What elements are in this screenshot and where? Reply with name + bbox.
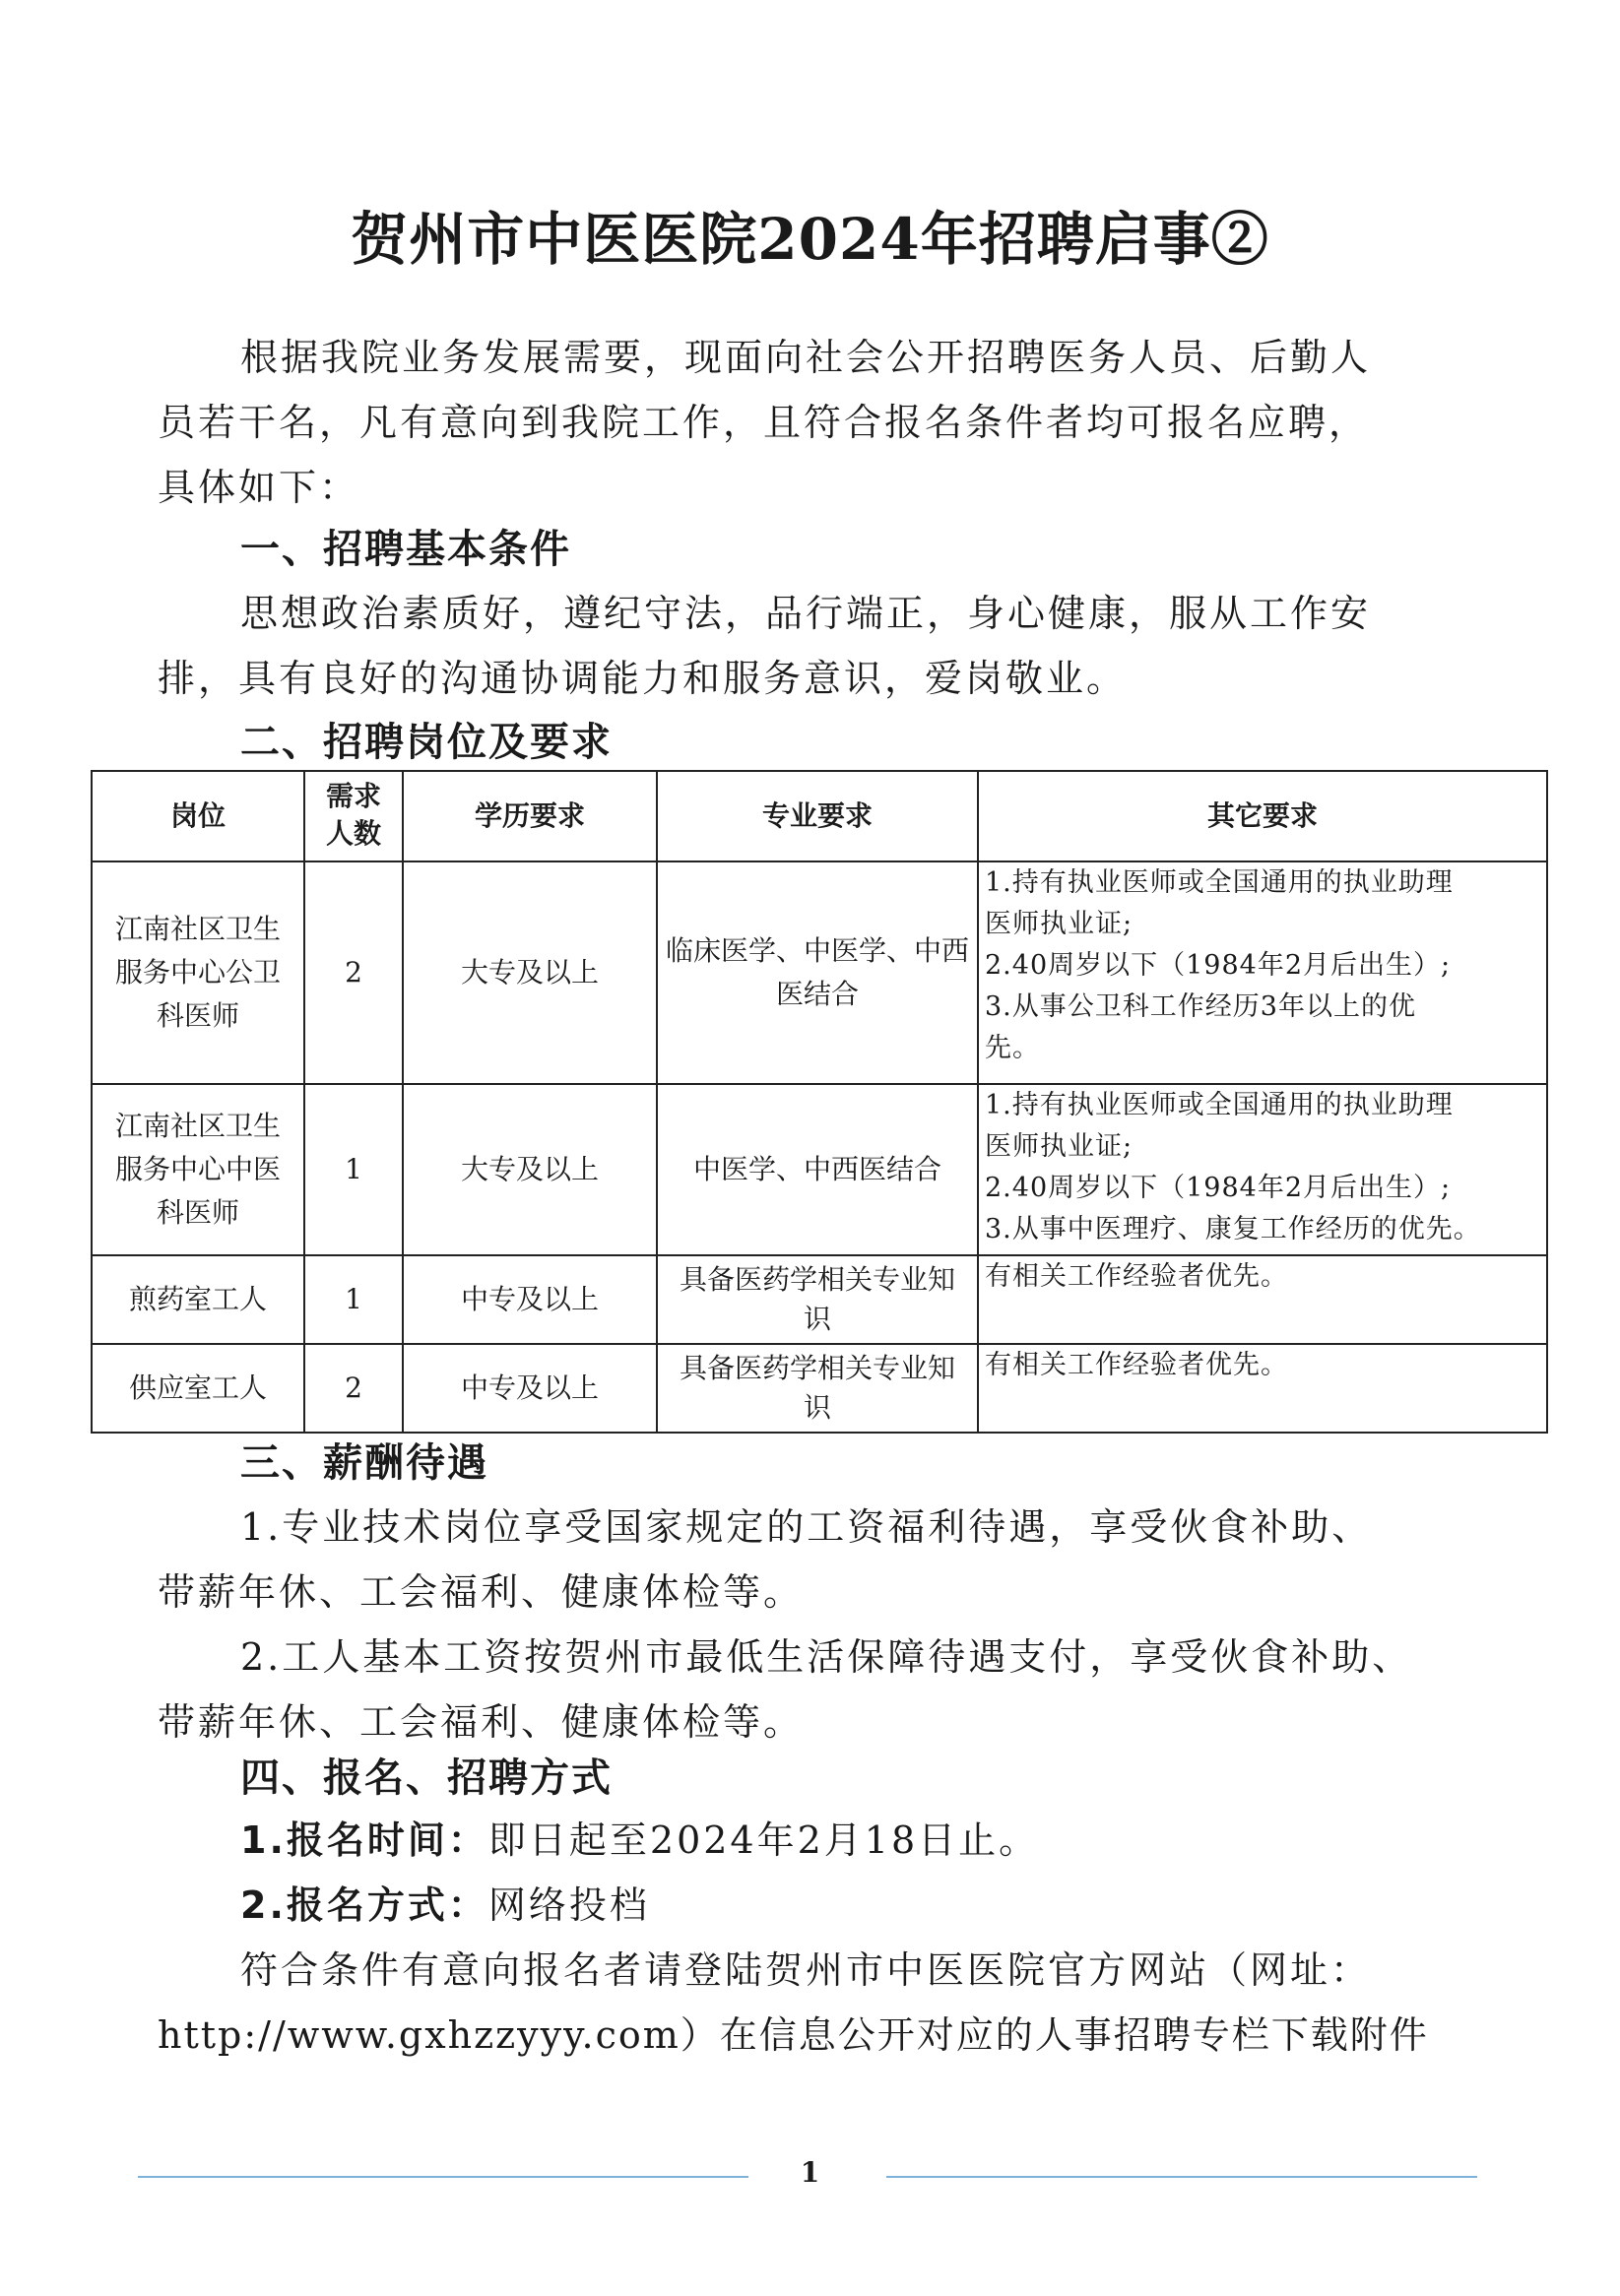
registration-method-value: 网络投档 [487, 1883, 650, 1927]
major-text: 具备医药学相关专业知识 [679, 1262, 955, 1335]
page-number: 1 [800, 2156, 820, 2189]
section4-line: 符合条件有意向报名者请登陆贺州市中医医院官方网站（网址： [240, 1948, 1372, 1992]
header-post: 岗位 [92, 771, 304, 861]
cell-post [92, 861, 304, 1084]
header-other: 其它要求 [978, 771, 1547, 861]
post-text: 江南社区卫生服务中心公卫科医师 [114, 913, 281, 1032]
cell-other [978, 1255, 1547, 1344]
registration-method [158, 1873, 1472, 1938]
intro-paragraph [158, 325, 1472, 520]
section3-body [158, 1495, 1472, 1754]
major-text: 具备医药学相关专业知识 [679, 1351, 955, 1424]
section4-body [158, 1808, 1472, 2068]
table-row [92, 1084, 1547, 1255]
section3-line: 带薪年休、工会福利、健康体检等。 [158, 1570, 805, 1614]
intro-line: 具体如下： [158, 466, 360, 509]
intro-line: 根据我院业务发展需要，现面向社会公开招聘医务人员、后勤人 [240, 336, 1372, 379]
cell-major: 中医学、中西医结合 [657, 1084, 978, 1255]
table-header-row [92, 771, 1547, 861]
header-major: 专业要求 [657, 771, 978, 861]
major-text: 临床医学、中医学、中西医结合 [665, 934, 969, 1010]
cell-major [657, 1255, 978, 1344]
section1-body [158, 581, 1472, 711]
other-line: 医师执业证; [985, 1131, 1134, 1162]
cell-edu: 大专及以上 [403, 861, 657, 1084]
section2-heading: 二、招聘岗位及要求 [240, 720, 613, 765]
other-line: 先。 [985, 1033, 1040, 1063]
section3-heading: 三、薪酬待遇 [240, 1440, 488, 1486]
cell-count: 2 [304, 1344, 403, 1433]
section4-heading: 四、报名、招聘方式 [240, 1755, 613, 1801]
other-line: 1.持有执业医师或全国通用的执业助理 [985, 1090, 1454, 1120]
other-line: 有相关工作经验者优先。 [985, 1261, 1288, 1292]
cell-edu: 中专及以上 [403, 1255, 657, 1344]
section3-line: 2.工人基本工资按贺州市最低生活保障待遇支付，享受伙食补助、 [240, 1635, 1413, 1679]
registration-time [158, 1808, 1472, 1873]
cell-post [92, 1084, 304, 1255]
intro-line: 员若干名，凡有意向到我院工作，且符合报名条件者均可报名应聘， [158, 401, 1370, 444]
section3-line: 1.专业技术岗位享受国家规定的工资福利待遇，享受伙食补助、 [240, 1505, 1373, 1549]
registration-time-value: 即日起至2024年2月18日止。 [487, 1818, 1040, 1862]
header-edu: 学历要求 [403, 771, 657, 861]
registration-method-label: 2.报名方式： [240, 1883, 488, 1927]
cell-post: 煎药室工人 [92, 1255, 304, 1344]
header-count [304, 771, 403, 861]
section1-line: 排，具有良好的沟通协调能力和服务意识，爱岗敬业。 [158, 657, 1128, 700]
other-line: 2.40周岁以下（1984年2月后出生）; [985, 950, 1452, 981]
header-count-label: 需求人数 [325, 780, 381, 850]
cell-major [657, 861, 978, 1084]
footer-rule-right [886, 2176, 1477, 2178]
other-line: 医师执业证; [985, 909, 1134, 939]
section3-line: 带薪年休、工会福利、健康体检等。 [158, 1700, 805, 1744]
section1-line: 思想政治素质好，遵纪守法，品行端正，身心健康，服从工作安 [240, 592, 1372, 635]
other-line: 有相关工作经验者优先。 [985, 1350, 1288, 1380]
table-row [92, 1344, 1547, 1433]
other-line: 3.从事中医理疗、康复工作经历的优先。 [985, 1214, 1481, 1244]
section1-heading: 一、招聘基本条件 [240, 527, 571, 572]
cell-count: 1 [304, 1084, 403, 1255]
section4-line: http://www.gxhzzyyy.com）在信息公开对应的人事招聘专栏下载附件 [158, 2013, 1429, 2057]
cell-post: 供应室工人 [92, 1344, 304, 1433]
other-line: 2.40周岁以下（1984年2月后出生）; [985, 1173, 1452, 1203]
registration-time-label: 1.报名时间： [240, 1818, 488, 1862]
cell-major [657, 1344, 978, 1433]
cell-other [978, 861, 1547, 1084]
other-line: 1.持有执业医师或全国通用的执业助理 [985, 867, 1454, 898]
cell-other [978, 1344, 1547, 1433]
table-row [92, 861, 1547, 1084]
post-text: 江南社区卫生服务中心中医科医师 [114, 1110, 281, 1229]
cell-count: 1 [304, 1255, 403, 1344]
cell-edu: 中专及以上 [403, 1344, 657, 1433]
other-line: 3.从事公卫科工作经历3年以上的优 [985, 991, 1416, 1022]
cell-edu: 大专及以上 [403, 1084, 657, 1255]
cell-other [978, 1084, 1547, 1255]
page-title: 贺州市中医医院2024年招聘启事② [351, 206, 1269, 273]
cell-count: 2 [304, 861, 403, 1084]
table-row [92, 1255, 1547, 1344]
requirements-table [91, 770, 1548, 1434]
